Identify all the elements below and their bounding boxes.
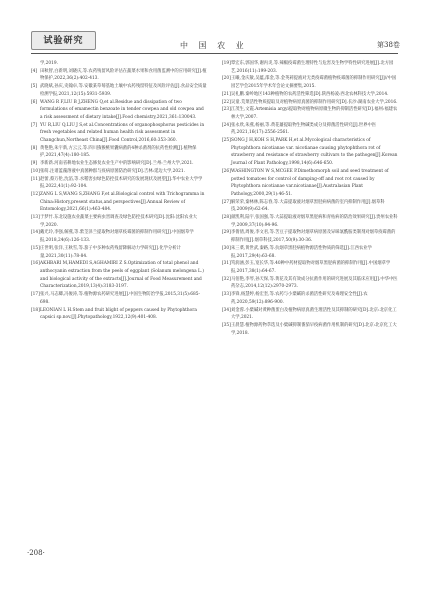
reference-entry — [31, 160, 207, 168]
reference-text: 学,2019. — [40, 61, 58, 66]
reference-entry — [31, 214, 207, 229]
reference-entry — [222, 75, 398, 90]
reference-entry — [31, 83, 207, 98]
reference-number: [23] — [222, 107, 231, 113]
reference-text: 刘金蓉.小檗碱对黄种菌蛋白及植物病原真菌生理活性及其抑制的研究[D].北京:北京化工大学,2021. — [231, 307, 397, 321]
reference-text: 解荣荣,秦林林,陈志春,等.大蒜提取液对烟草黑胫病病菌的室内抑制作用[J].烟草科技,2009(9):62-64. — [231, 199, 385, 213]
reference-text: 张萌.注谱蓝藻溶液中真菌种群与疫病原菌防治研究[D].吉林:延边大学,2021. — [40, 168, 185, 174]
reference-entry — [31, 229, 207, 244]
reference-entry — [222, 307, 398, 322]
reference-text: LEONIAN L H.Stem and fruit blight of peppers caused by Phytophthora capsici sp.nov.[J].Phytopathology,1922,12(9):401-408. — [40, 307, 197, 321]
reference-entry — [222, 276, 398, 291]
reference-entry — [222, 91, 398, 99]
reference-entry — [31, 60, 207, 68]
reference-number: [15] — [31, 245, 40, 251]
reference-number: [27] — [222, 199, 231, 205]
section-tag: 试验研究 — [31, 31, 96, 50]
reference-number: [5] — [31, 84, 38, 90]
reference-entry — [31, 307, 207, 322]
reference-entry — [222, 322, 398, 337]
reference-number: [7] — [31, 122, 38, 128]
reference-number: [34] — [222, 307, 231, 313]
reference-entry — [222, 291, 398, 306]
reference-number: [32] — [222, 276, 231, 282]
references-right-column — [222, 60, 398, 337]
volume-label: 第38卷 — [377, 41, 400, 49]
reference-text: 王晨慧.植物源药物萃选及小檗碱抑制番茄早疫病菌作用机制的研究[D].北京:北京化工大学,2018. — [231, 322, 397, 336]
reference-text: 马佰艳,李琴,孙天保,等.黄花及其有效成分抗菌作用的研究进展及其临床应用[J].中华中医药杂志,2014,12(12):2970-2973. — [231, 276, 398, 290]
reference-number: [24] — [222, 122, 231, 128]
reference-text: SONG J H,KOH S H,PARK H,et al.Mycological characteristics of Phytophthora nicotianae var. nicotianae causing phytophthora rot of strawberry and resistance of strawberry cultivars to the pathogen[J].Korean Journal of Plant Pathology,1998,14(6):646-650. — [231, 138, 398, 167]
reference-entry — [222, 168, 398, 199]
reference-entry — [222, 106, 398, 121]
reference-number: [22] — [222, 99, 231, 105]
reference-entry — [222, 260, 398, 275]
reference-text: 吴童.荒菜活性物质提取及对植物病原真菌的抑制作用研究[D].长沙:湖南农业大学,2016. — [231, 99, 398, 105]
reference-text: 李锋,杨慧婷,杨宏奎,等.农药与小檗碱的杀菌活性研究及毒理安全性[J].农药,2020,59(12):896-900. — [231, 292, 368, 305]
reference-text: 张兴,马志卿,冯俊涛,等.植物源农药研究进展[J].中国生物防治学报,2015,31(5):685-698. — [40, 292, 200, 305]
reference-number: [11] — [31, 176, 40, 182]
reference-text: AKHBARI M,HAMEDI S,AGHAMIRI Z S.Optimization of total phenol and anthocyanin extraction from the peels of eggplant (Solanum melongena L.) and biological activity of the extracts[J].Journal of Food Measurement and Characterization,2019,13(4):3183-3197. — [40, 261, 204, 290]
reference-entry — [222, 60, 398, 75]
reference-text: WASHINGTON W S,MCGEE P.Dimethomorph soil and seed treatment of potted tomatoes for control of damping-off and root rot caused by Phytophthora nicotianae var.nicotianae[J].Australasian Plant Pathology,2000,29(1):46-51. — [231, 168, 389, 197]
reference-number: [33] — [222, 292, 231, 298]
reference-entry — [31, 176, 207, 191]
reference-entry — [222, 137, 398, 168]
reference-number: [6] — [31, 99, 38, 105]
page-number: ·208· — [27, 549, 45, 557]
header-rule — [31, 53, 398, 54]
reference-number: [8] — [31, 145, 38, 151]
reference-number: [21] — [222, 91, 231, 97]
reference-number: [17] — [31, 292, 40, 298]
reference-entry — [31, 122, 207, 145]
reference-number: [4] — [31, 68, 38, 74]
reference-number: [13] — [31, 215, 40, 221]
reference-entry — [222, 99, 398, 107]
reference-text: 于梦竹.东北设施农业蔬菜主要病虫害调查及绿色防控技术研究[D].沈阳:沈阳农业大学,2020. — [40, 215, 198, 228]
reference-number: [25] — [222, 138, 231, 144]
reference-entry — [31, 145, 207, 160]
reference-number: [29] — [222, 230, 231, 236]
reference-entry — [31, 68, 207, 83]
reference-number: [28] — [222, 215, 231, 221]
reference-text: 黄艳艳,朱宇新,方云云,等.四川猕猴桃果囊病菌的4种杀菌剂的抗药性检测[J].植物保护,2021,47(4):180-185. — [40, 145, 197, 159]
reference-entry — [31, 99, 207, 122]
reference-text: 张永欣,朱燕,杨丽,等.黄花薹提取物生物碱类成分及抑菌活性研究[J].世界中医药,2021,16(17):2556-2561. — [231, 122, 377, 136]
reference-text: 李倩倩,周俊,李文君,等.苦豆子提取物对烟草病原菌及异咪氯酰胺类制剂对烟草疫霉菌的抑制作用[J].烟草科技,2017,50(9):30-36. — [231, 230, 396, 244]
reference-number: [31] — [222, 261, 231, 267]
reference-entry — [31, 245, 207, 260]
reference-number: [9] — [31, 161, 38, 167]
reference-entry — [222, 245, 398, 260]
reference-number: [20] — [222, 76, 231, 82]
reference-text: 庄世明,张洋,王秋雪,等.茄子中多种农药残留降解动力学研究[J].化学分析计量,2021,30(11):78-84. — [40, 245, 181, 259]
reference-text: 田秋智,白新明,刘晓庆,等.农药残留风险评估在蔬菜水果和食用菌监测中的应用研究[J].植物保护,2022,36(2):402-413. — [40, 68, 207, 82]
reference-text: 朱三菜,黄世武,秦路,等.抗烟草黑胫病植物源活性物质的筛选[J].江西农业学报,2017,29(4):63-68. — [231, 245, 372, 259]
reference-text: YU R,LIU Q,LIU J S,et al.Concentrations of organophosphorus pesticides in fresh vegetables and related human health risk assessment in Changchun,Northeast China[J].Food Control,2016,60:353-360. — [40, 122, 205, 144]
reference-text: ZANG L S,WANG S,ZHANG F,et al.Biological control with Trichogramma in China:History,present status,and perspectives[J].Annual Review of Entomology,2021,66(1):463-484. — [40, 191, 205, 213]
reference-number: [30] — [222, 245, 231, 251]
reference-text: 江茂生,文霞.Artemisia argyi提取物对植物病原微生物的抑制活性研究[D].福州:福建农林大学,2007. — [231, 107, 398, 120]
reference-text: 赵蕾,蔡万伦,沈滔,等.水稻害虫绿色防控技术研究的发展现状及展望[J].华中农业大学学报,2022,41(1):92-104. — [40, 176, 203, 190]
reference-text: 王曦,金庆敏,吴蕴,邵金,等.金英莉提液对无类疫霉菌植物疫霉菌的抑制作用研究[J]//中国园艺学会2015年学术年会论文摘要集,2015. — [231, 76, 397, 90]
reference-number: [35] — [222, 322, 231, 328]
reference-entry — [222, 122, 398, 137]
reference-text: WANG R F,LIU B J,ZHENG Q,et al.Residue and dissipation of two formulations of emamectin benzoate in tender cowpea and old cowpea and a risk assessment of dietary intake[J].Food chemistry,2021,361:130043. — [40, 99, 204, 120]
reference-text: 李新新.河南省耕地农业生态修复农业生产中的影响研究[D].兰州:兰州大学,2021. — [40, 161, 194, 167]
reference-text: 颜凯利,陆宇,张国强,等.大蒜提取液对烟草黑胫病和青枯病的防治效果研究[J].贵州农业科学,2009,37(10):94-96. — [231, 215, 398, 228]
reference-entry — [222, 214, 398, 229]
reference-entry — [222, 229, 398, 244]
reference-number: [26] — [222, 168, 231, 174]
references-left-column — [31, 60, 207, 322]
reference-number: [18] — [31, 307, 40, 313]
reference-number: [19] — [222, 61, 231, 66]
reference-entry — [31, 168, 207, 176]
reference-text: 武晓斌,孙庆,史翰卓,等.安徽某草莓基地土壤中农药残留特征及风险评估[J].食品安全质量检测学报,2021,12(15):5931-5939. — [40, 84, 207, 97]
reference-entry — [31, 191, 207, 214]
page-header — [0, 0, 427, 58]
reference-entry — [31, 291, 207, 306]
reference-number: [12] — [31, 191, 40, 197]
reference-text: 笃润涵,彭玉,宽长华,等.40种中药材提取物对烟草黑胫病菌的抑制作用[J].中国烟草学报,2017,38(1):64-67. — [231, 261, 391, 274]
reference-number: [10] — [31, 168, 40, 174]
reference-text: 戴光玲,李强,解燕,等.紫茎泽兰提取物对烟草疫霉菌的抑制作用研究[J].中国烟草学报,2018,24(6):126-133. — [40, 230, 194, 244]
reference-number: [14] — [31, 230, 40, 236]
reference-entry — [222, 199, 398, 214]
journal-name: 中 国 农 业 — [180, 41, 248, 50]
reference-text: 覃宏东,郭国华,谢丙炎,等.辣椒疫霉菌生理特性与危害及生物学特性研究进展[J].北方园艺,2016(11):199-203. — [231, 61, 394, 74]
reference-number: [16] — [31, 261, 40, 267]
reference-text: 吴礼鹏.秦岭地区143种植物的农药活性筛选[D].陕西杨凌:西北农林科技大学,2014. — [231, 91, 389, 97]
reference-entry — [31, 260, 207, 291]
